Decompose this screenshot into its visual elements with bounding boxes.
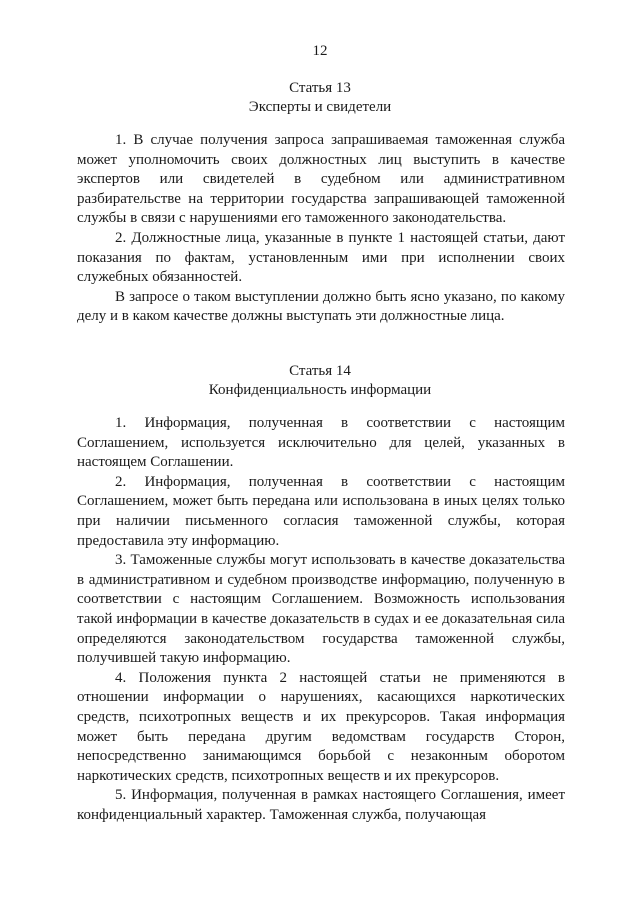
article-14-paragraph-1: 1. Информация, полученная в соответствии с настоящим Соглашением, используется исключительно для целей, указанных в настоящем Соглашении. — [77, 415, 565, 471]
article-13-paragraph-3: В запросе о таком выступлении должно быть ясно указано, по какому делу и в каком качестве должны выступать эти должностные лица. — [77, 288, 565, 325]
article-14-title: Конфиденциальность информации — [208, 382, 432, 398]
article-13-title: Эксперты и свидетели — [248, 99, 392, 115]
article-14-paragraph-2: 2. Информация, полученная в соответствии с настоящим Соглашением, может быть передана или использована в иных целях только при наличии письменного согласия таможенной службы, которая предоставила эту информацию. — [77, 473, 565, 549]
article-14-paragraph-5: 5. Информация, полученная в рамках настоящего Соглашения, имеет конфиденциальный характер. Таможенная служба, получающая — [77, 787, 565, 823]
article-14-paragraph-3: 3. Таможенные службы могут использовать в качестве доказательства в административном и судебном производстве информацию, полученную в соответствии с настоящим Соглашением. Возможность использования такой информации в качестве доказательств в судах и ее доказательная сила определяются законодательством государства таможенной службы, получившей такую информацию. — [77, 552, 565, 667]
article-14-body — [77, 414, 565, 825]
article-14-paragraph-4: 4. Положения пункта 2 настоящей статьи не применяются в отношении информации о нарушениях, касающихся наркотических средств, психотропных веществ и их прекурсоров. Такая информация может быть передана другим ведомствам государств Сторон, непосредственно занимающимся борьбой с незаконным оборотом наркотических средств, психотропных веществ и их прекурсоров. — [77, 669, 565, 784]
article-13-paragraph-2: 2. Должностные лица, указанные в пункте 1 настоящей статьи, дают показания по фактам, установленным ими при исполнении своих служебных обязанностей. — [77, 229, 565, 286]
page-number: 12 — [312, 43, 328, 59]
article-13-number: Статья 13 — [289, 80, 351, 96]
article-14-number: Статья 14 — [289, 363, 351, 379]
article-13-body — [77, 131, 565, 327]
article-13-paragraph-1: 1. В случае получения запроса запрашиваемая таможенная служба может уполномочить своих должностных лиц выступить в качестве экспертов или свидетелей в судебном или административном разбирательстве на территории государства запрашивающей таможенной службы в связи с нарушениями его таможенного законодательства. — [77, 132, 565, 227]
